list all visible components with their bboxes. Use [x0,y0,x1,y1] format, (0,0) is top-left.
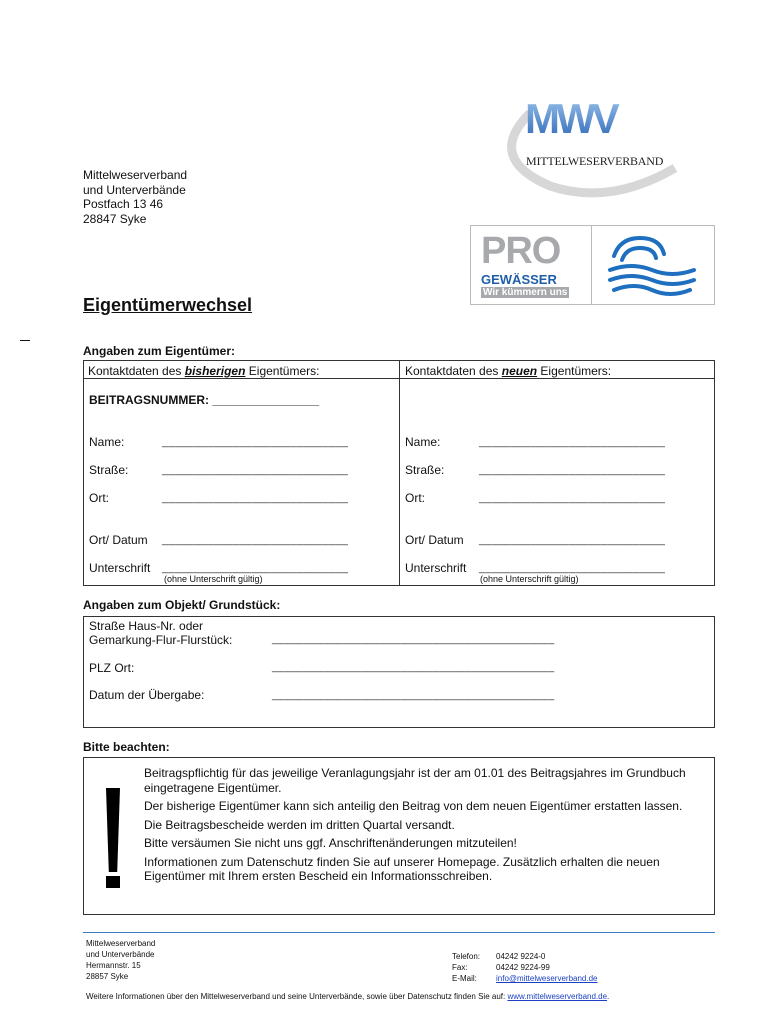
new-name-label: Name: [405,435,441,449]
address-line: Postfach 13 46 [83,197,164,211]
beitragsnummer-field[interactable]: BEITRAGSNUMMER: ________________ [89,393,320,407]
fold-mark [20,340,30,341]
pro-logo-line3: Wir kümmern uns [483,287,568,298]
signature-hint: (ohne Unterschrift gültig) [480,574,579,584]
header-divider [84,378,714,379]
object-box [83,616,715,728]
phone-label: Telefon: [452,952,481,961]
exclamation-dot [106,876,120,888]
previous-owner-header [88,364,319,378]
footer-note-end: . [607,992,610,1001]
owner-box [83,360,715,586]
address-line: Mittelweserverband [83,168,188,182]
email-link[interactable]: info@mittelweserverband.de [496,974,598,983]
mwv-logo-text: MITTELWESERVERBAND [526,154,664,168]
footer-address-line: 28857 Syke [86,972,129,981]
header-text: Eigentümers: [537,364,612,378]
header-text: Eigentümers: [245,364,320,378]
phone-number: 04242 9224-0 [496,952,546,961]
notice-item: Beitragspflichtig für das jeweilige Veranlagungsjahr ist der am 01.01 des Beitragsjahres im Grundbuch eingetragene Eigentümer. [144,766,686,795]
footer-address-line: Hermannstr. 15 [86,961,141,970]
footer-divider [83,932,715,933]
email-label: E-Mail: [452,974,477,983]
footer-note-text: Weitere Informationen über den Mittelweserverband und seine Unterverbände, sowie über Datenschutz finden Sie auf: [86,992,508,1001]
new-place-date-label: Ort/ Datum [405,533,464,547]
new-city-label: Ort: [405,491,425,505]
previous-street-field[interactable]: _____________________________ [162,464,349,476]
new-city-field[interactable]: _____________________________ [479,492,666,504]
new-name-field[interactable]: _____________________________ [479,436,666,448]
handover-date-field[interactable]: ____________________________________________ [272,689,555,701]
new-place-date-field[interactable]: _____________________________ [479,534,666,546]
footer-contact [452,951,598,984]
wave-icon [592,226,715,306]
new-signature-label: Unterschrift [405,561,467,575]
object-section-heading: Angaben zum Objekt/ Grundstück: [83,598,281,612]
recipient-address [83,168,187,226]
header-text: Kontaktdaten des [88,364,185,378]
fax-number: 04242 9224-99 [496,963,550,972]
object-zip-label: PLZ Ort: [89,661,135,675]
previous-name-field[interactable]: _____________________________ [162,436,349,448]
footer-address [86,938,155,982]
exclamation-icon [106,788,120,872]
header-emphasis: neuen [501,364,538,378]
wave-logo [592,225,715,305]
previous-signature-label: Unterschrift [89,561,151,575]
mittelweserverband-logo [490,88,690,198]
fax-label: Fax: [452,963,468,972]
website-link[interactable]: www.mittelweserverband.de [507,992,608,1001]
new-owner-header [405,364,611,378]
previous-street-label: Straße: [89,463,129,477]
footer-note [86,992,609,1001]
object-zip-field[interactable]: ____________________________________________ [272,661,555,673]
notice-heading: Bitte beachten: [83,740,170,754]
owner-section-heading: Angaben zum Eigentümer: [83,344,236,358]
notice-item: Bitte versäumen Sie nicht uns ggf. Anschriftenänderungen mitzuteilen! [144,836,517,850]
header-text: Kontaktdaten des [405,364,502,378]
object-address-field[interactable]: ____________________________________________ [272,633,555,645]
new-signature-field[interactable]: _____________________________ [479,562,666,574]
notice-item: Informationen zum Datenschutz finden Sie auf unserer Homepage. Zusätzlich erhalten die neuen Eigentümer mit Ihrem ersten Bescheid ein Informationsschreiben. [144,854,660,883]
header-emphasis: bisherigen [184,364,246,378]
handover-date-label: Datum der Übergabe: [89,688,205,702]
pro-gewaesser-logo [470,225,592,305]
previous-city-field[interactable]: _____________________________ [162,492,349,504]
address-line: 28847 Syke [83,211,147,226]
signature-hint: (ohne Unterschrift gültig) [164,574,263,584]
previous-signature-field[interactable]: _____________________________ [162,562,349,574]
notice-box [83,757,715,915]
column-divider [399,361,400,585]
object-parcel-label: Gemarkung-Flur-Flurstück: [89,633,233,647]
notice-item: Der bisherige Eigentümer kann sich anteilig den Beitrag von dem neuen Eigentümer erstatten lassen. [144,799,683,813]
pro-logo-line1: PRO [481,230,561,272]
footer-address-line: Mittelweserverband [86,939,156,948]
previous-place-date-field[interactable]: _____________________________ [162,534,349,546]
address-line: und Unterverbände [83,182,186,197]
pro-logo-line2: GEWÄSSER [481,272,557,287]
new-street-field[interactable]: _____________________________ [479,464,666,476]
object-street-label: Straße Haus-Nr. oder [89,619,204,633]
svg-text:MWV: MWV [525,95,616,142]
notice-list [144,766,710,888]
page-title: Eigentümerwechsel [83,295,253,315]
footer-address-line: und Unterverbände [86,950,155,959]
previous-name-label: Name: [89,435,125,449]
previous-place-date-label: Ort/ Datum [89,533,148,547]
previous-city-label: Ort: [89,491,109,505]
notice-item: Die Beitragsbescheide werden im dritten Quartal versandt. [144,817,455,832]
new-street-label: Straße: [405,463,445,477]
